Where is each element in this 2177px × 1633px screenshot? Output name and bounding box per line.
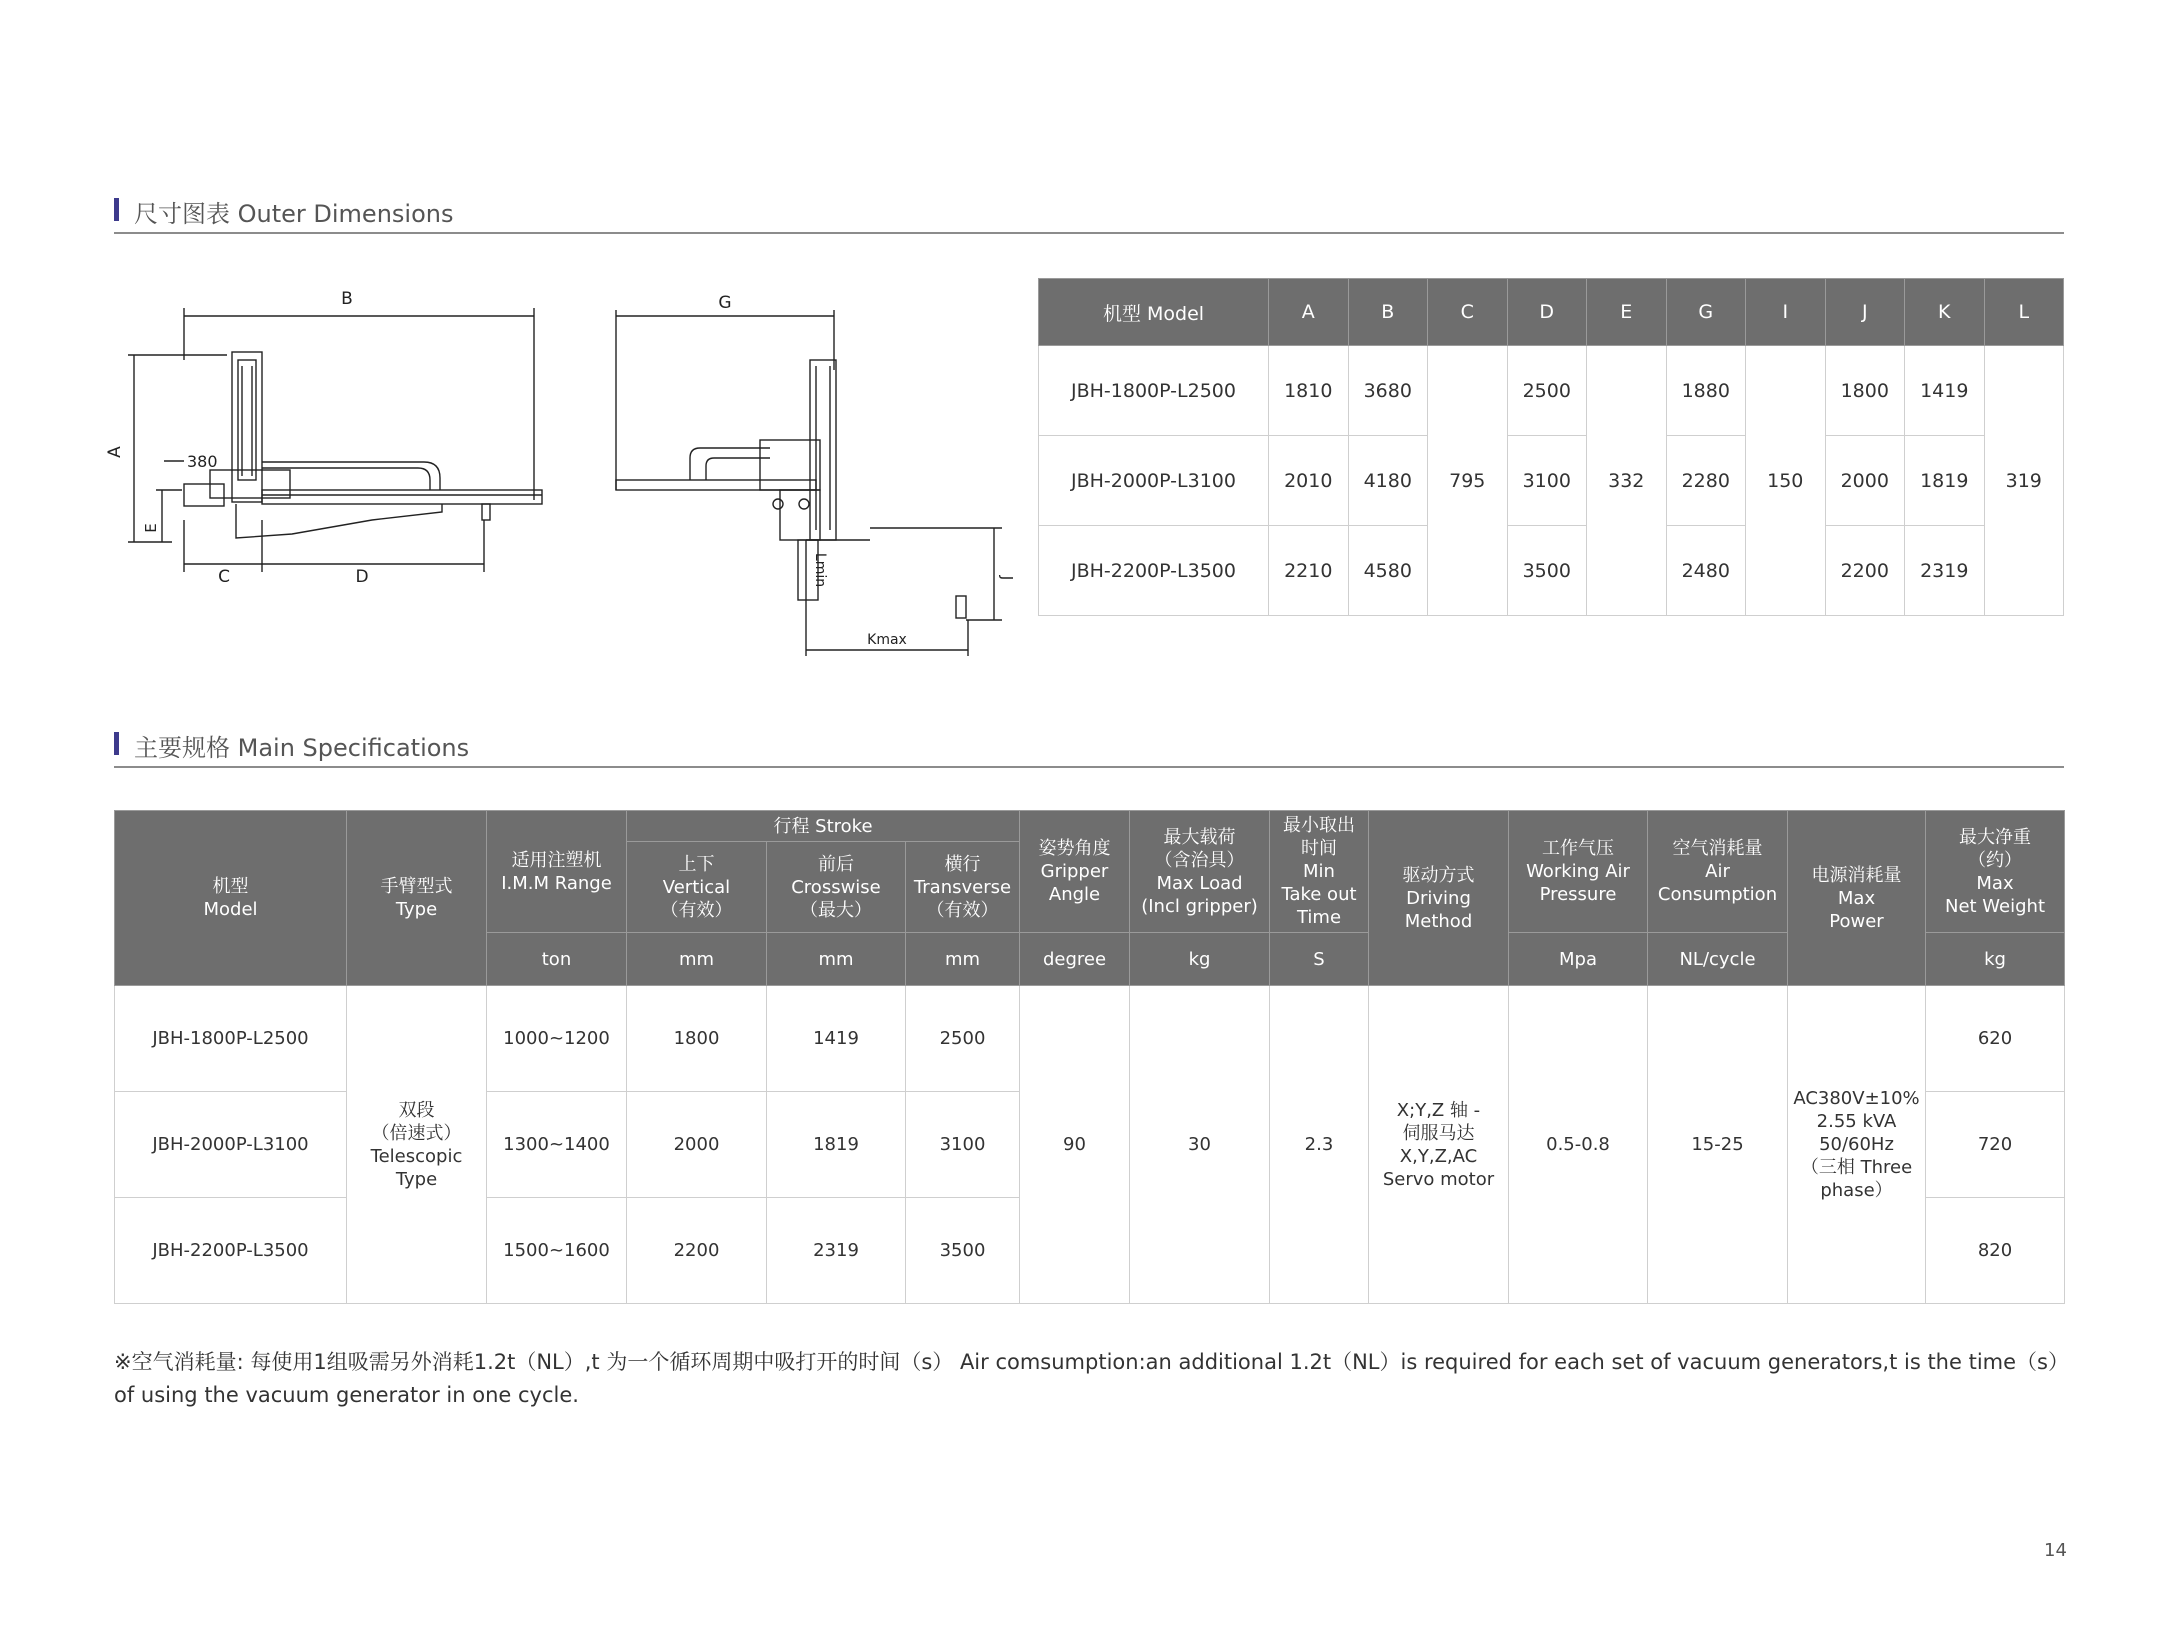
cell-G: 2480 — [1666, 526, 1746, 616]
header-driving-method: 驱动方式 Driving Method — [1369, 811, 1509, 986]
section-title: 尺寸图表 Outer Dimensions — [134, 200, 454, 228]
table-row — [1039, 346, 2064, 436]
table-row — [1039, 436, 2064, 526]
cell-transverse: 2500 — [906, 986, 1020, 1092]
header-K: K — [1905, 279, 1985, 346]
header-A: A — [1269, 279, 1349, 346]
cell-driving: X;Y,Z 轴 - 伺服马达 X,Y,Z,AC Servo motor — [1369, 986, 1509, 1304]
header-gripper-angle: 姿势角度 Gripper Angle — [1020, 811, 1130, 933]
cell-E: 332 — [1587, 346, 1667, 616]
cell-A: 2010 — [1269, 436, 1349, 526]
unit-imm: ton — [487, 933, 627, 986]
header-model: 机型 Model — [1039, 279, 1269, 346]
cell-gripper: 90 — [1020, 986, 1130, 1304]
side-view-drawing — [105, 280, 552, 600]
label-G: G — [718, 293, 732, 313]
page-number: 14 — [2044, 1540, 2067, 1561]
cell-model: JBH-2200P-L3500 — [115, 1198, 347, 1304]
unit-weight: kg — [1926, 933, 2065, 986]
cell-imm: 1500~1600 — [487, 1198, 627, 1304]
cell-D: 3100 — [1507, 436, 1587, 526]
cell-imm: 1000~1200 — [487, 986, 627, 1092]
cell-crosswise: 1419 — [767, 986, 906, 1092]
cell-pressure: 0.5-0.8 — [1509, 986, 1648, 1304]
label-380: 380 — [187, 452, 218, 471]
header-transverse: 横行 Transverse （有效） — [906, 842, 1020, 933]
header-max-load: 最大载荷 （含治具） Max Load (Incl gripper) — [1130, 811, 1270, 933]
cell-J: 2000 — [1825, 436, 1905, 526]
cell-K: 1819 — [1905, 436, 1985, 526]
cell-vertical: 2200 — [627, 1198, 767, 1304]
unit-pressure: Mpa — [1509, 933, 1648, 986]
cell-vertical: 2000 — [627, 1092, 767, 1198]
header-model: 机型 Model — [115, 811, 347, 986]
cell-maxload: 30 — [1130, 986, 1270, 1304]
cell-B: 3680 — [1348, 346, 1428, 436]
cell-model: JBH-2000P-L3100 — [115, 1092, 347, 1198]
front-view-drawing — [610, 280, 1016, 660]
cell-crosswise: 2319 — [767, 1198, 906, 1304]
header-stroke: 行程 Stroke — [627, 811, 1020, 842]
cell-A: 1810 — [1269, 346, 1349, 436]
unit-vertical: mm — [627, 933, 767, 986]
cell-D: 2500 — [1507, 346, 1587, 436]
cell-model: JBH-1800P-L2500 — [115, 986, 347, 1092]
cell-power: AC380V±10% 2.55 kVA 50/60Hz （三相 Three phase） — [1788, 986, 1926, 1304]
cell-K: 1419 — [1905, 346, 1985, 436]
cell-model: JBH-2000P-L3100 — [1039, 436, 1269, 526]
header-crosswise: 前后 Crosswise （最大） — [767, 842, 906, 933]
table-row — [1039, 526, 2064, 616]
section-title: 主要规格 Main Specifications — [134, 734, 470, 762]
label-B: B — [341, 289, 353, 309]
header-I: I — [1746, 279, 1826, 346]
cell-model: JBH-1800P-L2500 — [1039, 346, 1269, 436]
cell-G: 2280 — [1666, 436, 1746, 526]
cell-L: 319 — [1984, 346, 2064, 616]
footnote: ※空气消耗量: 每使用1组吸需另外消耗1.2t（NL）,t 为一个循环周期中吸打开的时间（s） Air comsumption:an additional 1.2t（NL）is required for each set of vacuum generators,t is the time（s）of using the vacuum generator in one cycle. — [114, 1350, 2059, 1407]
header-vertical: 上下 Vertical （有效） — [627, 842, 767, 933]
header-D: D — [1507, 279, 1587, 346]
cell-A: 2210 — [1269, 526, 1349, 616]
header-G: G — [1666, 279, 1746, 346]
cell-B: 4580 — [1348, 526, 1428, 616]
section-marker — [114, 198, 119, 221]
cell-D: 3500 — [1507, 526, 1587, 616]
cell-model: JBH-2200P-L3500 — [1039, 526, 1269, 616]
header-J: J — [1825, 279, 1905, 346]
cell-I: 150 — [1746, 346, 1826, 616]
cell-crosswise: 1819 — [767, 1092, 906, 1198]
cell-transverse: 3500 — [906, 1198, 1020, 1304]
header-air-pressure: 工作气压 Working Air Pressure — [1509, 811, 1648, 933]
cell-C: 795 — [1428, 346, 1508, 616]
table-header-row — [1039, 279, 2064, 346]
label-Kmax: Kmax — [867, 632, 907, 648]
cell-G: 1880 — [1666, 346, 1746, 436]
cell-weight: 720 — [1926, 1092, 2065, 1198]
section-header-outer-dimensions — [114, 194, 2064, 234]
cell-J: 2200 — [1825, 526, 1905, 616]
unit-maxload: kg — [1130, 933, 1270, 986]
unit-transverse: mm — [906, 933, 1020, 986]
label-D: D — [355, 567, 369, 587]
header-max-power: 电源消耗量 Max Power — [1788, 811, 1926, 986]
header-B: B — [1348, 279, 1428, 346]
label-Lmin: Lmin — [812, 552, 828, 588]
header-type: 手臂型式 Type — [347, 811, 487, 986]
cell-transverse: 3100 — [906, 1092, 1020, 1198]
dimensions-table — [1038, 278, 2064, 616]
label-C: C — [218, 567, 230, 587]
specifications-table — [114, 810, 2065, 1304]
section-marker — [114, 732, 119, 755]
label-J: J — [998, 575, 1016, 581]
header-E: E — [1587, 279, 1667, 346]
table-row — [115, 986, 2065, 1092]
cell-K: 2319 — [1905, 526, 1985, 616]
cell-type: 双段 （倍速式） Telescopic Type — [347, 986, 487, 1304]
cell-takeout: 2.3 — [1270, 986, 1369, 1304]
header-imm-range: 适用注塑机 I.M.M Range — [487, 811, 627, 933]
section-header-main-specifications — [114, 728, 2064, 768]
header-air-consumption: 空气消耗量 Air Consumption — [1648, 811, 1788, 933]
unit-crosswise: mm — [767, 933, 906, 986]
cell-weight: 820 — [1926, 1198, 2065, 1304]
cell-B: 4180 — [1348, 436, 1428, 526]
label-E: E — [142, 523, 160, 533]
header-L: L — [1984, 279, 2064, 346]
cell-vertical: 1800 — [627, 986, 767, 1092]
cell-weight: 620 — [1926, 986, 2065, 1092]
cell-imm: 1300~1400 — [487, 1092, 627, 1198]
header-take-out-time: 最小取出 时间 Min Take out Time — [1270, 811, 1369, 933]
unit-takeout: S — [1270, 933, 1369, 986]
unit-gripper: degree — [1020, 933, 1130, 986]
cell-air: 15-25 — [1648, 986, 1788, 1304]
cell-J: 1800 — [1825, 346, 1905, 436]
table-header-row — [115, 811, 2065, 842]
header-C: C — [1428, 279, 1508, 346]
unit-air: NL/cycle — [1648, 933, 1788, 986]
header-net-weight: 最大净重 （约） Max Net Weight — [1926, 811, 2065, 933]
label-A: A — [105, 446, 125, 458]
